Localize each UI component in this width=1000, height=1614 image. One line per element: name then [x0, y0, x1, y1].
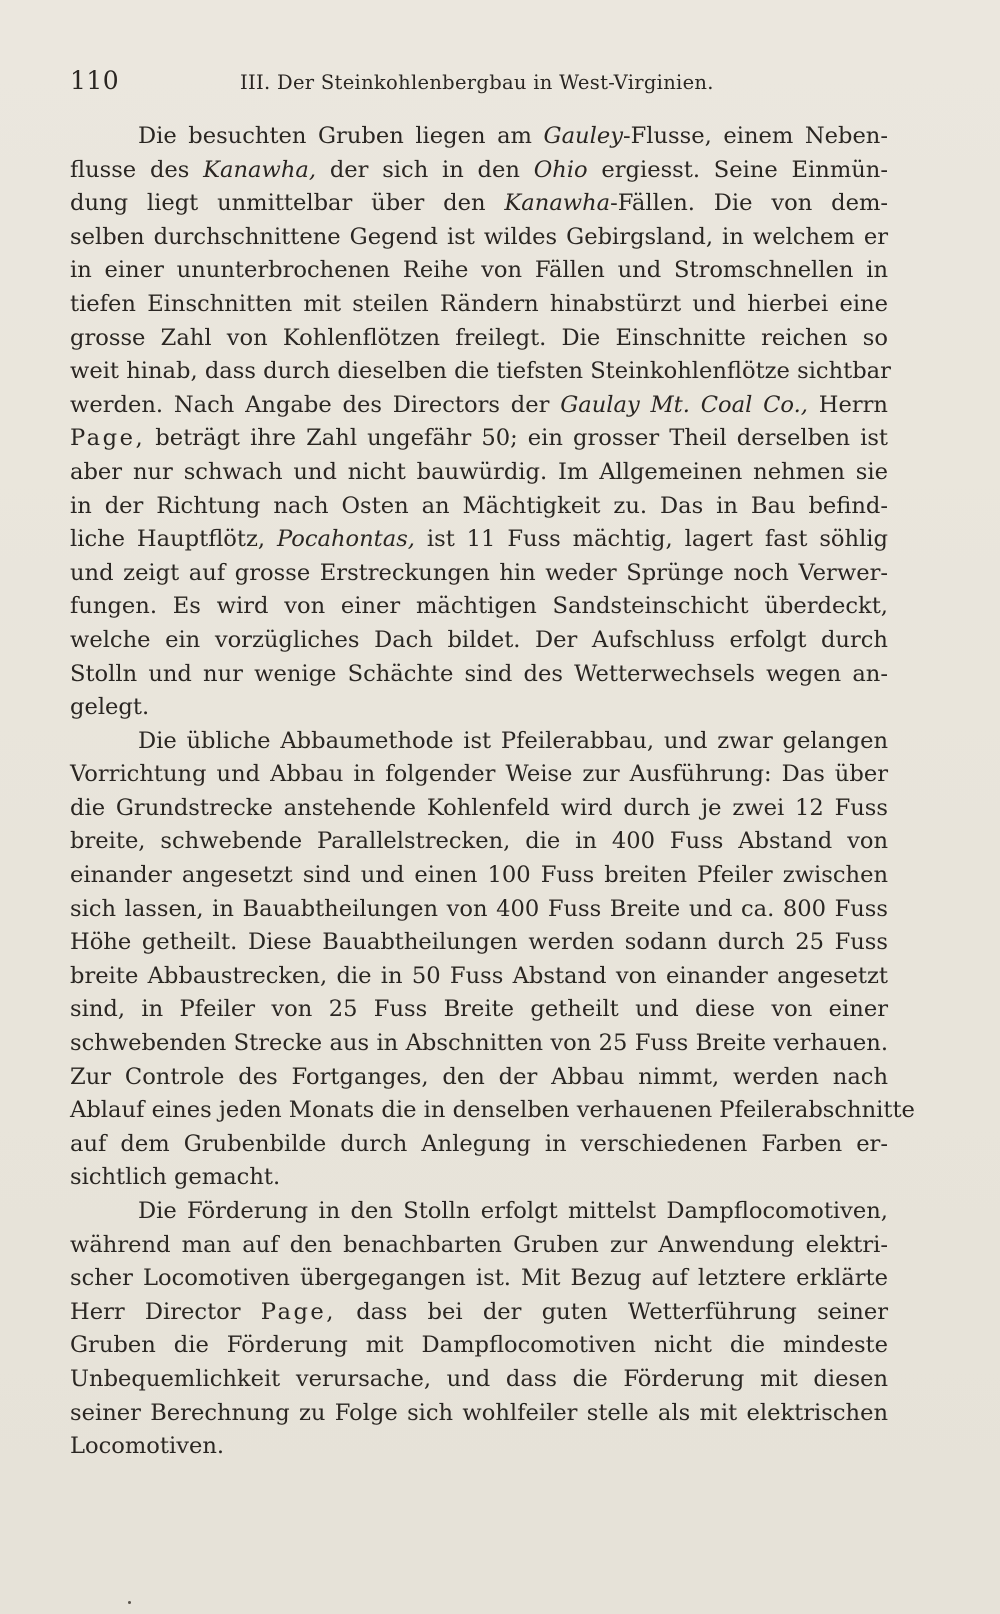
text-line [70, 1262, 888, 1296]
text-line [70, 993, 888, 1027]
text-line [70, 1061, 888, 1095]
text-line [70, 322, 888, 356]
paragraph [70, 1195, 888, 1464]
text-run: in der Richtung nach Osten an Mächtigkeit zu. Das in Bau befind- [70, 492, 888, 519]
text-line [70, 1430, 888, 1464]
text-run: seiner Berechnung zu Folge sich wohlfeiler stelle als mit elektrischen [70, 1399, 888, 1426]
text-run: dung liegt unmittelbar über den [70, 190, 505, 217]
text-run: sich lassen, in Bauabtheilungen von 400 Fuss Breite und ca. 800 Fuss [70, 895, 888, 922]
text-line [70, 120, 888, 154]
paragraph [70, 725, 915, 1195]
italic-run: Pocahontas, [276, 526, 415, 553]
text-line [70, 1397, 888, 1431]
text-run: Die übliche Abbaumethode ist Pfeilerabbau, und zwar gelangen [138, 727, 888, 754]
text-run: sind, in Pfeiler von 25 Fuss Breite getheilt und diese von einer [70, 996, 888, 1023]
text-line [70, 658, 888, 692]
text-line [70, 254, 888, 288]
text-run: grosse Zahl von Kohlenflötzen freilegt. Die Einschnitte reichen so [70, 324, 888, 351]
paragraph [70, 120, 891, 725]
text-line [70, 758, 888, 792]
text-run: werden. Nach Angabe des Directors der [70, 391, 561, 418]
text-run: dass bei der guten Wetterführung seiner [335, 1298, 888, 1325]
text-run: tiefen Einschnitten mit steilen Rändern hinabstürzt und hierbei eine [70, 290, 888, 317]
italic-run: Gauley [543, 123, 623, 149]
text-run: gelegt. [70, 694, 150, 721]
text-line [70, 725, 888, 759]
text-run: Gruben die Förderung mit Dampflocomotiven nicht die mindeste [70, 1332, 888, 1359]
text-line [70, 624, 888, 658]
text-line [70, 1161, 888, 1195]
text-run: Zur Controle des Fortganges, den der Abbau nimmt, werden nach [70, 1063, 888, 1090]
text-line [70, 1128, 888, 1162]
text-run: liche Hauptflötz, [70, 526, 277, 553]
page-header [70, 66, 900, 102]
text-line [70, 1296, 888, 1330]
text-run: auf dem Grubenbilde durch Anlegung in verschiedenen Farben er- [70, 1130, 888, 1157]
page-number: 110 [70, 66, 120, 95]
text-line [70, 355, 891, 389]
text-line [70, 1229, 888, 1263]
text-run: und zeigt auf grosse Erstreckungen hin weder Sprünge noch Verwer- [70, 559, 888, 586]
italic-run: Gaulay Mt. Coal Co., [560, 391, 808, 418]
italic-run: Kanawha [504, 190, 611, 217]
text-run: der sich in den [316, 156, 534, 183]
text-run: -Flusse, einem Neben- [622, 123, 888, 149]
text-run: fungen. Es wird von einer mächtigen Sandsteinschicht überdeckt, [70, 593, 888, 620]
text-line [70, 288, 888, 322]
text-run: in einer ununterbrochenen Reihe von Fällen und Stromschnellen in [70, 257, 888, 284]
text-run: breite, schwebende Parallelstrecken, die in 400 Fuss Abstand von [70, 828, 888, 855]
running-head: III. Der Steinkohlenbergbau in West-Virginien. [240, 71, 714, 94]
text-run: Ablauf eines jeden Monats die in denselben verhauenen Pfeilerabschnitte [70, 1097, 915, 1124]
text-run: Die besuchten Gruben liegen am [138, 123, 544, 149]
italic-run: Ohio [533, 156, 588, 183]
text-line [70, 590, 888, 624]
text-run: selben durchschnittene Gegend ist wildes Gebirgsland, in welchem er [70, 223, 888, 250]
text-run: Herr Director [70, 1298, 261, 1325]
text-run: Stolln und nur wenige Schächte sind des Wetterwechsels wegen an- [70, 660, 888, 687]
spaced-name: Page, [70, 425, 146, 452]
text-run: Locomotiven. [70, 1433, 225, 1460]
text-run: Höhe getheilt. Diese Bauabtheilungen werden sodann durch 25 Fuss [70, 929, 888, 956]
text-line [70, 422, 888, 456]
text-line [70, 456, 888, 490]
text-line [70, 1363, 888, 1397]
text-line [70, 792, 888, 826]
text-line [70, 960, 888, 994]
text-line [70, 490, 888, 524]
italic-run: Kanawha, [203, 156, 317, 183]
text-line [70, 221, 888, 255]
text-run: Unbequemlichkeit verursache, und dass die Förderung mit diesen [70, 1365, 888, 1392]
text-line [70, 154, 888, 188]
text-run: einander angesetzt sind und einen 100 Fuss breiten Pfeiler zwischen [70, 862, 888, 889]
text-run: ergiesst. Seine Einmün- [587, 156, 888, 183]
text-run: weit hinab, dass durch dieselben die tiefsten Steinkohlenflötze sichtbar [70, 358, 891, 385]
text-line [70, 1027, 888, 1061]
text-run: welche ein vorzügliches Dach bildet. Der Aufschluss erfolgt durch [70, 626, 888, 653]
text-line [70, 523, 888, 557]
text-line [70, 893, 888, 927]
text-line [70, 859, 888, 893]
text-run: schwebenden Strecke aus in Abschnitten von 25 Fuss Breite verhauen. [70, 1030, 888, 1057]
text-line [70, 1195, 888, 1229]
text-line [70, 1094, 915, 1128]
text-run: die Grundstrecke anstehende Kohlenfeld wird durch je zwei 12 Fuss [70, 794, 888, 821]
text-run: während man auf den benachbarten Gruben zur Anwendung elektri- [70, 1231, 888, 1258]
text-run: Vorrichtung und Abbau in folgender Weise zur Ausführung: Das über [70, 761, 888, 788]
text-run: aber nur schwach und nicht bauwürdig. Im Allgemeinen nehmen sie [70, 458, 888, 485]
text-run: ist 11 Fuss mächtig, lagert fast söhlig [414, 526, 888, 553]
text-line [70, 389, 888, 423]
spaced-name: Page, [260, 1298, 336, 1325]
body-text [70, 120, 915, 1464]
text-line [70, 187, 888, 221]
text-line [70, 926, 888, 960]
text-run: breite Abbaustrecken, die in 50 Fuss Abstand von einander angesetzt [70, 962, 888, 989]
text-line [70, 691, 888, 725]
text-run: Die Förderung in den Stolln erfolgt mittelst Dampflocomotiven, [138, 1198, 888, 1224]
text-run: beträgt ihre Zahl ungefähr 50; ein grosser Theil derselben ist [145, 425, 888, 452]
text-run: sichtlich gemacht. [70, 1164, 281, 1191]
print-speck [128, 1601, 131, 1604]
text-run: flusse des [70, 156, 204, 183]
text-line [70, 1329, 888, 1363]
text-run: scher Locomotiven übergegangen ist. Mit Bezug auf letztere erklärte [70, 1265, 888, 1292]
text-run: Herrn [807, 391, 888, 418]
text-run: -Fällen. Die von dem- [610, 190, 889, 217]
text-line [70, 825, 888, 859]
text-line [70, 557, 888, 591]
